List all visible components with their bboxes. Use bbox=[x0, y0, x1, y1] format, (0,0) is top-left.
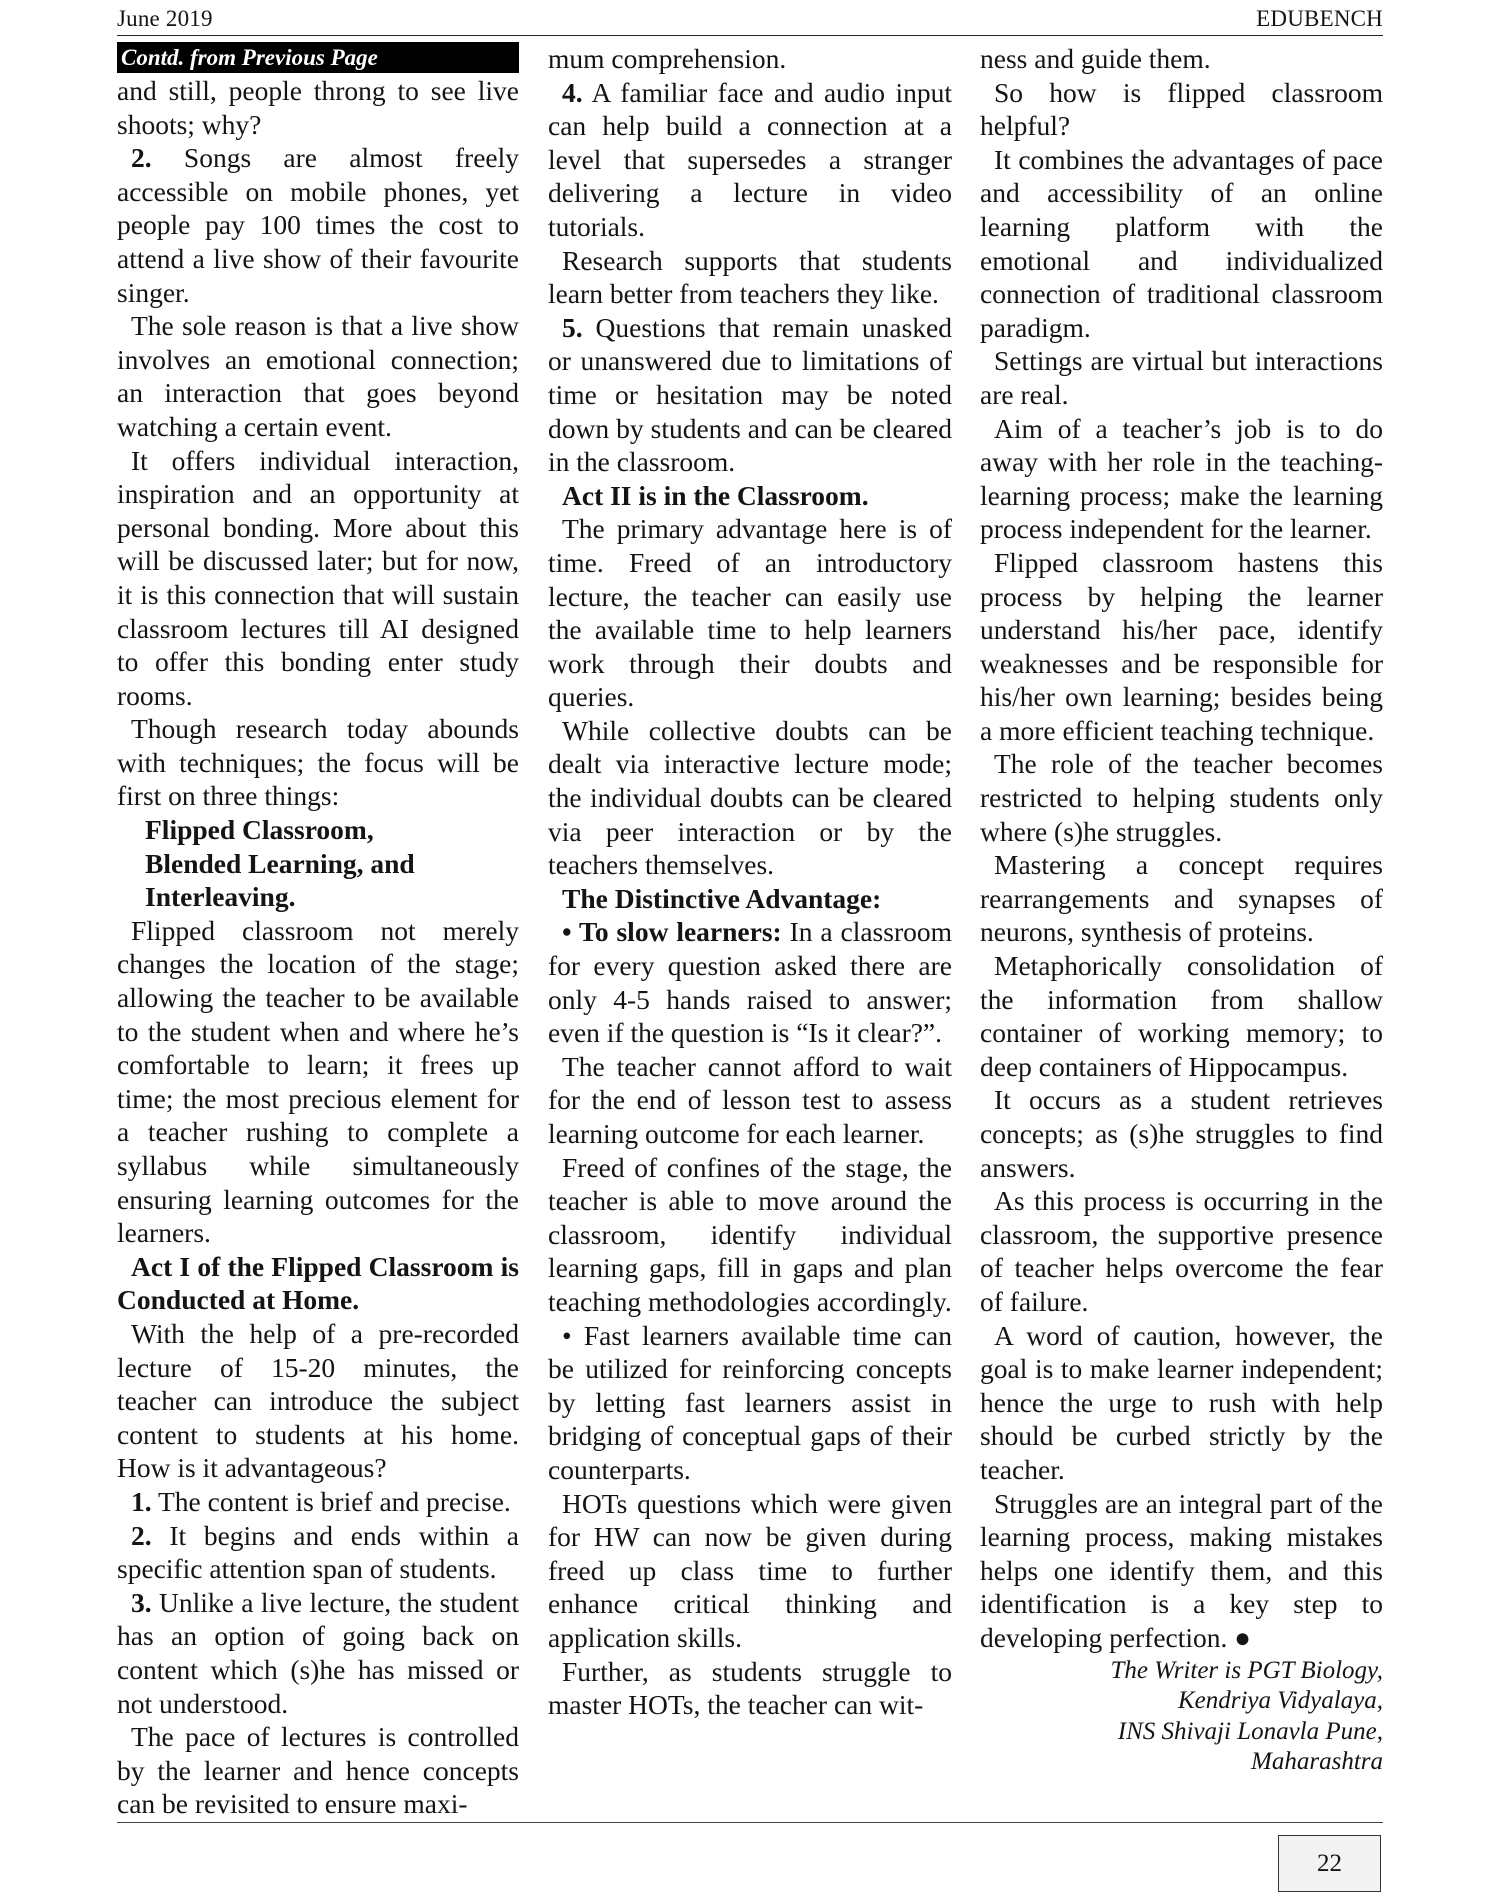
bullet-lead: • To slow learners: bbox=[562, 916, 782, 948]
paragraph-text: Unlike a live lecture, the student has an option of going back on content which (s)he has missed or not understood. bbox=[117, 1586, 519, 1719]
list-number: 1. bbox=[131, 1485, 152, 1517]
author-byline bbox=[980, 1656, 1383, 1778]
paragraph-text: The content is brief and precise. bbox=[151, 1485, 511, 1517]
paragraph: A word of caution, however, the goal is to make learner independent; hence the urge to rush with help should be curbed strictly by the teacher. bbox=[980, 1319, 1383, 1485]
list-number: 2. bbox=[131, 142, 152, 174]
paragraph: and still, people throng to see live shoots; why? bbox=[117, 75, 519, 140]
byline-line: The Writer is PGT Biology, bbox=[1110, 1656, 1383, 1684]
section-heading: The Distinctive Advantage: bbox=[562, 882, 882, 914]
section-heading: Act I of the Flipped Classroom is Conducted at Home. bbox=[117, 1250, 519, 1316]
focus-list-item: Flipped Classroom, bbox=[145, 814, 374, 846]
paragraph: It combines the advantages of pace and accessibility of an online learning platform with the emotional and individualized connection of traditional classroom paradigm. bbox=[980, 143, 1383, 343]
paragraph: The primary advantage here is of time. Freed of an introductory lecture, the teacher can easily use the available time to help learners work through their doubts and queries. bbox=[548, 513, 952, 713]
paragraph: It occurs as a student retrieves concepts; as (s)he struggles to find answers. bbox=[980, 1084, 1383, 1183]
paragraph: Further, as students struggle to master HOTs, the teacher can wit- bbox=[548, 1655, 952, 1721]
paragraph bbox=[548, 76, 952, 244]
paragraph-text: In a classroom for every question asked there are only 4-5 hands raised to answer; even if the question is “Is it clear?”. bbox=[548, 916, 952, 1049]
paragraph: Freed of confines of the stage, the teacher is able to move around the classroom, identify individual learning gaps, fill in gaps and plan teaching methodologies accordingly. bbox=[548, 1151, 952, 1317]
page-number: 22 bbox=[1317, 1849, 1342, 1877]
article-column-1 bbox=[117, 42, 519, 1822]
list-number: 3. bbox=[131, 1586, 152, 1618]
paragraph-text: A familiar face and audio input can help build a connection at a level that supersedes a stranger delivering a lecture in video tutorials. bbox=[548, 76, 952, 242]
paragraph: Aim of a teacher’s job is to do away with her role in the teaching-learning process; make the learning process independent for the learner. bbox=[980, 412, 1383, 545]
paragraph: So how is flipped classroom helpful? bbox=[980, 76, 1383, 142]
section-heading: Act II is in the Classroom. bbox=[562, 479, 869, 511]
continued-banner: Contd. from Previous Page bbox=[117, 42, 519, 73]
page-number-box bbox=[1278, 1835, 1381, 1892]
paragraph: Research supports that students learn better from teachers they like. bbox=[548, 244, 952, 310]
paragraph: ness and guide them. bbox=[980, 43, 1211, 74]
focus-list-item: Blended Learning, and bbox=[145, 847, 415, 879]
paragraph: The teacher cannot afford to wait for the end of lesson test to assess learning outcome for each learner. bbox=[548, 1050, 952, 1149]
paragraph: Flipped classroom hastens this process by helping the learner understand his/her pace, identify weaknesses and be responsible for his/her own learning; besides being a more efficient teaching technique. bbox=[980, 546, 1383, 746]
paragraph: Metaphorically consolidation of the information from shallow container of working memory; to deep containers of Hippocampus. bbox=[980, 950, 1383, 1082]
paragraph bbox=[548, 311, 952, 479]
header-rule bbox=[117, 35, 1383, 36]
paragraph bbox=[117, 1485, 519, 1519]
paragraph: The role of the teacher becomes restricted to helping students only where (s)he struggles. bbox=[980, 748, 1383, 847]
paragraph: While collective doubts can be dealt via interactive lecture mode; the individual doubts can be cleared via peer interaction or by the teachers themselves. bbox=[548, 714, 952, 881]
paragraph bbox=[117, 141, 519, 309]
publication-name: EDUBENCH bbox=[1256, 6, 1383, 31]
paragraph-text: Songs are almost freely accessible on mobile phones, yet people pay 100 times the cost to attend a live show of their favourite singer. bbox=[117, 142, 519, 308]
paragraph bbox=[548, 915, 952, 1049]
paragraph: It offers individual interaction, inspiration and an opportunity at personal bonding. More about this will be discussed later; but for now, it is this connection that will sustain classroom lectures till AI designed to offer this bonding enter study rooms. bbox=[117, 444, 519, 711]
paragraph: As this process is occurring in the classroom, the supportive presence of teacher helps overcome the fear of failure. bbox=[980, 1185, 1383, 1317]
paragraph: Struggles are an integral part of the learning process, making mistakes helps one identify them, and this identification is a key step to developing perfection. ● bbox=[980, 1487, 1383, 1653]
paragraph: With the help of a pre-recorded lecture of 15-20 minutes, the teacher can introduce the subject content to students at his home. How is it advantageous? bbox=[117, 1317, 519, 1484]
paragraph: The pace of lectures is controlled by the learner and hence concepts can be revisited to ensure maxi- bbox=[117, 1721, 519, 1820]
paragraph-text: It begins and ends within a specific attention span of students. bbox=[117, 1519, 519, 1585]
byline-line: Kendriya Vidyalaya, bbox=[1177, 1687, 1383, 1714]
list-number: 2. bbox=[131, 1519, 152, 1551]
paragraph: • Fast learners available time can be utilized for reinforcing concepts by letting fast learners assist in bridging of conceptual gaps of their counterparts. bbox=[548, 1319, 952, 1485]
paragraph: Flipped classroom not merely changes the location of the stage; allowing the teacher to be available to the student when and where he’s comfortable to learn; it frees up time; the most precious element for a teacher rushing to complete a syllabus while simultaneously ensuring learning outcomes for the learners. bbox=[117, 914, 519, 1249]
article-column-2 bbox=[548, 42, 952, 1822]
article-column-3 bbox=[980, 42, 1383, 1822]
list-number: 4. bbox=[562, 76, 583, 108]
list-number: 5. bbox=[562, 311, 583, 343]
paragraph bbox=[117, 1586, 519, 1720]
issue-date: June 2019 bbox=[117, 6, 213, 31]
paragraph: Mastering a concept requires rearrangements and synapses of neurons, synthesis of proteins. bbox=[980, 849, 1383, 948]
byline-line: INS Shivaji Lonavla Pune, Maharashtra bbox=[1117, 1717, 1383, 1775]
paragraph: Settings are virtual but interactions are real. bbox=[980, 345, 1383, 410]
paragraph: mum comprehension. bbox=[548, 43, 787, 74]
paragraph: The sole reason is that a live show involves an emotional connection; an interaction that goes beyond watching a certain event. bbox=[117, 310, 519, 442]
paragraph bbox=[117, 1519, 519, 1586]
footer-rule bbox=[117, 1822, 1383, 1823]
paragraph-text: Questions that remain unasked or unanswered due to limitations of time or hesitation may be noted down by students and can be cleared in the classroom. bbox=[548, 311, 952, 478]
paragraph: Though research today abounds with techniques; the focus will be first on three things: bbox=[117, 713, 519, 812]
paragraph: HOTs questions which were given for HW can now be given during freed up class time to further enhance critical thinking and application skills. bbox=[548, 1487, 952, 1653]
focus-list-item: Interleaving. bbox=[145, 881, 296, 913]
